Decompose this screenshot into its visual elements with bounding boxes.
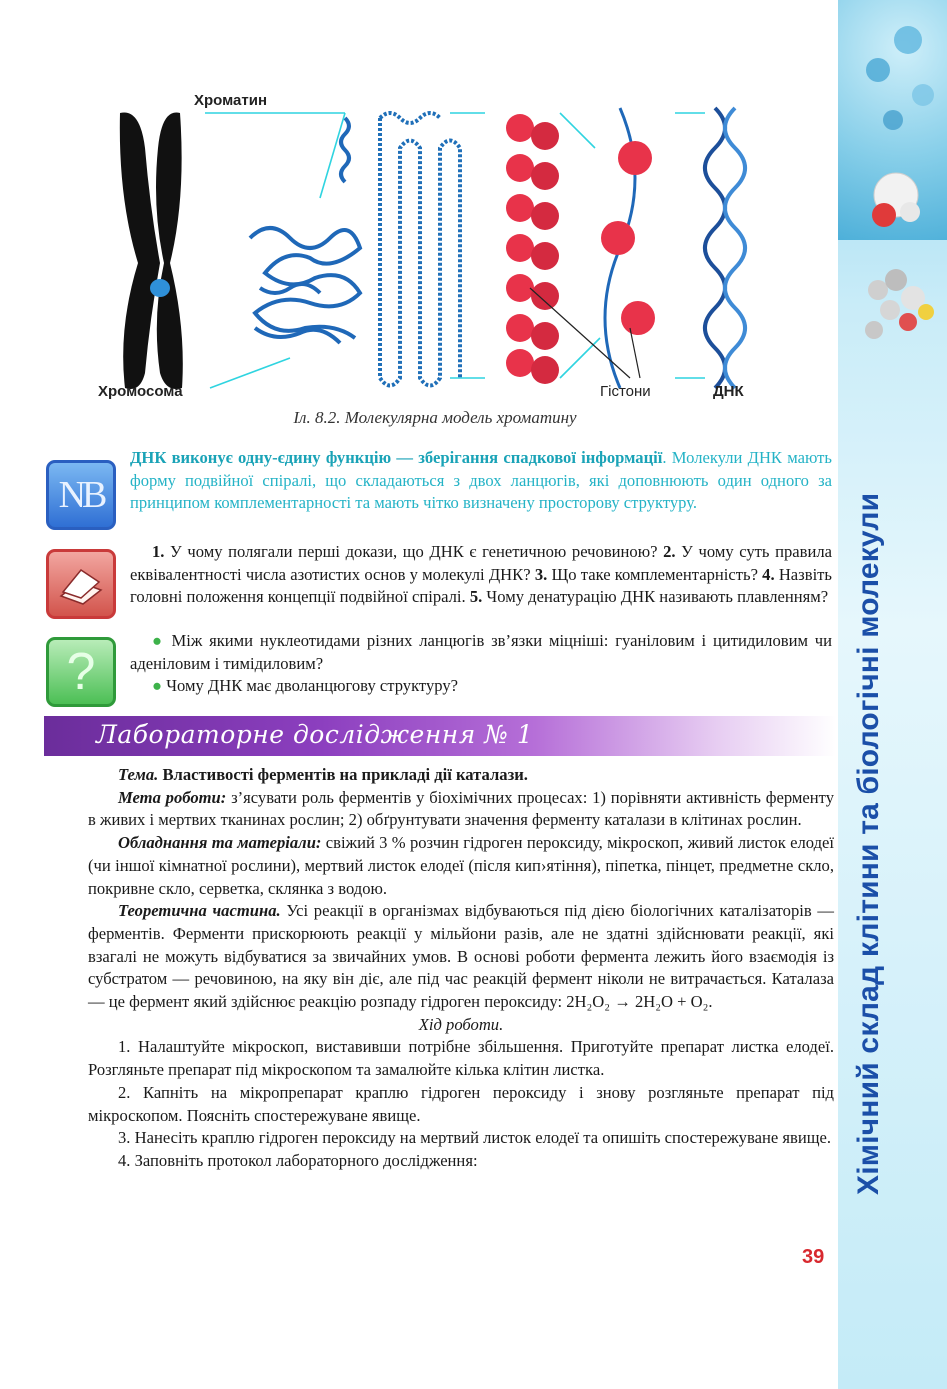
nb-text xyxy=(130,447,832,515)
chromosome-icon xyxy=(120,112,183,389)
bullet-icon: ● xyxy=(152,676,163,696)
page-number: 39 xyxy=(802,1246,825,1268)
lab-theme: Тема. Властивості ферментів на прикладі дії каталази. xyxy=(118,765,528,784)
histones-label: Гістони xyxy=(600,383,651,400)
question-mark-icon: ? xyxy=(46,637,116,707)
question-text: У чому суть правила еквівалентності числа азотистих основ у молекулі ДНК? xyxy=(130,542,832,584)
side-chapter-title: Хімічний склад клітини та біологічні молекули xyxy=(852,492,885,1195)
chromatin-model-illustration xyxy=(90,88,790,408)
question-num: 5. xyxy=(469,587,483,607)
figure-caption: Іл. 8.2. Молекулярна модель хроматину xyxy=(293,408,577,427)
molecule-illustration-icon xyxy=(838,0,947,420)
lab-equipment: Обладнання та матеріали: свіжий 3 % розчин гідроген пероксиду, мікроскоп, живий листок елодеї (чи іншої кімнатної рослини), мертвий листок елодеї (після кип›ятіння), піпетка, пінцет, предметне скло, покривне скло, серветка, склянка з водою. xyxy=(88,833,834,898)
lab-goal: Мета роботи: з’ясувати роль ферментів у біохімічних процесах: 1) порівняти активність ферменту в живих і мертвих тканинах рослин; 2) обґрунтувати значення ферменту каталази в клітинах рослин. xyxy=(88,787,834,830)
question-num: 2. xyxy=(663,542,676,561)
lab-body xyxy=(88,764,834,1173)
chromatin-figure xyxy=(90,88,790,408)
question-num: 3. xyxy=(534,564,548,584)
nucleosome-column-icon xyxy=(506,114,559,384)
bullet-icon: ● xyxy=(152,631,165,650)
nb-bold-text: ДНК виконує одну-єдину функцію — зберігання спадкової інформації xyxy=(130,448,663,467)
dna-label: ДНК xyxy=(713,383,744,400)
chromosome-label: Хромосома xyxy=(98,383,183,400)
lab-step: 3. Нанесіть краплю гідроген пероксиду на мертвий листок елодеї та опишіть спостережуване явище. xyxy=(118,1128,831,1148)
chromatin-coil-icon xyxy=(250,118,360,343)
questions-text xyxy=(130,541,832,609)
procedure-heading: Хід роботи. xyxy=(418,1014,504,1034)
lab-theory: Теоретична частина. Усі реакції в організмах відбуваються під дією біологічних каталізаторів — ферментів. Ферменти прискорюють реакції у мільйони разів, але не здатні здійснювати реакції, які взагалі не можуть відбуватися за звичайних умов. В основі роботи фермента лежить його взаємодія із субстратом — речовиною, на яку він діє, але під час реакцій фермент ніколи не витрачається. Каталаза — це фермент який здійснює реакцію розпаду гідроген пероксиду: 2H₂O₂ → 2H₂O + O₂. xyxy=(88,901,834,1012)
open-book-icon xyxy=(49,552,113,616)
chromatin-fiber-icon xyxy=(380,113,460,386)
question-text: Назвіть головні положення концепції подвійної спіралі. xyxy=(130,564,832,607)
lab-title: Лабораторне дослідження № 1 xyxy=(96,720,534,749)
think-item: ● Між якими нуклеотидами різних ланцюгів зв’язки міцніші: гуаніловим і цитидиловим чи аденіловим і тимідиловим? xyxy=(130,631,832,673)
question-text: Чому денатурацію ДНК називають плавленням? xyxy=(482,587,829,607)
reaction-formula: 2H₂O₂ → 2H₂O + O₂. xyxy=(566,992,713,1012)
lab-step: 2. Капніть на мікропрепарат краплю гідроген пероксиду і знову розгляньте препарат під мікроскопом. Поясніть спостережуване явище. xyxy=(88,1082,834,1125)
nb-rest-text: . Молекули ДНК мають форму подвійної спіралі, що складаються з двох ланцюгів, які доповнюють один одного за принципом комплементарності та мають чітко визначену просторову структуру. xyxy=(130,448,832,513)
lab-step: 4. Заповніть протокол лабораторного дослідження: xyxy=(118,1150,478,1170)
question-num: 4. xyxy=(762,564,775,584)
book-icon xyxy=(46,549,116,619)
question-num: 1. xyxy=(152,542,165,561)
question-text: Що таке комплементарність? xyxy=(547,564,763,584)
lab-step: 1. Налаштуйте мікроскоп, виставивши потрібне збільшення. Приготуйте препарат листка елодеї. Розгляньте препарат під мікроскопом та замалюйте кілька клітин листка. xyxy=(88,1037,834,1080)
think-item: ● Чому ДНК має дволанцюгову структуру? xyxy=(152,676,458,696)
question-text: У чому полягали перші докази, що ДНК є генетичною речовиною? xyxy=(164,542,664,561)
think-text xyxy=(130,630,832,698)
chromatin-label: Хроматин xyxy=(194,92,268,109)
dna-helix-icon xyxy=(705,108,745,388)
nb-icon: NB xyxy=(46,460,116,530)
